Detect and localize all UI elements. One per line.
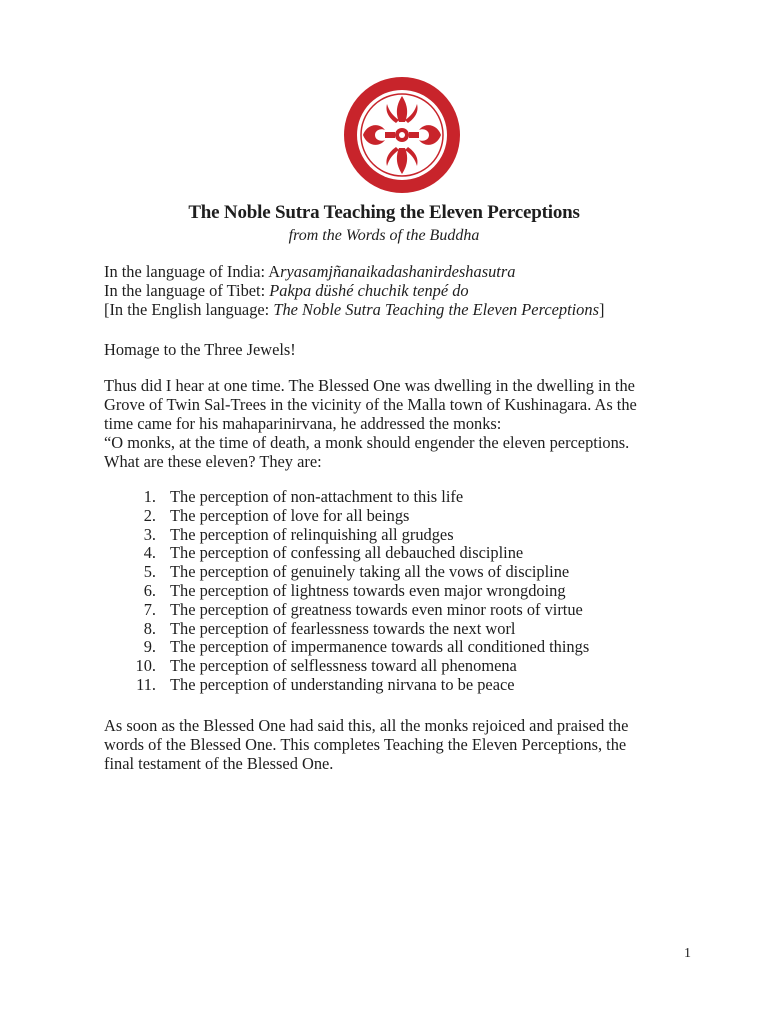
intro-line: Thus did I hear at one time. The Blessed One was dwelling in the dwelling in the xyxy=(104,376,635,395)
list-item: 1. The perception of non-attachment to this life xyxy=(143,487,464,506)
document-subtitle: from the Words of the Buddha xyxy=(288,227,480,244)
intro-line: “O monks, at the time of death, a monk should engender the eleven perceptions. xyxy=(104,433,630,452)
homage-line: Homage to the Three Jewels! xyxy=(104,340,296,359)
list-item: 7. The perception of greatness towards even minor roots of virtue xyxy=(143,599,583,619)
language-tibet: In the language of Tibet: Pakpa düshé chuchik tenpé do xyxy=(104,281,469,300)
intro-line: time came for his mahaparinirvana, he addressed the monks: xyxy=(104,414,502,433)
perceptions-list xyxy=(104,488,724,695)
intro-paragraph xyxy=(104,376,724,471)
language-english: [In the English language: The Noble Sutra Teaching the Eleven Perceptions] xyxy=(104,300,605,319)
page-number: 1 xyxy=(684,946,691,961)
list-item: 2. The perception of love for all beings xyxy=(143,505,410,525)
language-india: In the language of India: Aryasamjñanaikadashanirdeshasutra xyxy=(104,262,516,281)
list-item: 11. The perception of understanding nirvana to be peace xyxy=(136,674,515,694)
language-names xyxy=(104,262,724,319)
list-item: 9. The perception of impermanence towards all conditioned things xyxy=(143,637,590,657)
list-item: 4. The perception of confessing all debauched discipline xyxy=(143,543,524,563)
closing-line: words of the Blessed One. This completes Teaching the Eleven Perceptions, the xyxy=(104,735,627,754)
vajra-emblem-icon xyxy=(341,74,463,196)
list-item: 3. The perception of relinquishing all grudges xyxy=(143,524,454,544)
closing-paragraph xyxy=(104,716,724,773)
list-item: 6. The perception of lightness towards even major wrongdoing xyxy=(143,580,566,600)
closing-line: final testament of the Blessed One. xyxy=(104,754,334,773)
sanskrit-title: ryasamjñanaikadashanirdeshasutra xyxy=(280,262,516,281)
closing-line: As soon as the Blessed One had said this, all the monks rejoiced and praised the xyxy=(104,716,629,735)
tibetan-title: Pakpa düshé chuchik tenpé do xyxy=(269,281,469,300)
intro-line: What are these eleven? They are: xyxy=(104,452,322,471)
list-item: 5. The perception of genuinely taking all the vows of discipline xyxy=(143,562,570,582)
list-item: 8. The perception of fearlessness towards the next worl xyxy=(143,618,516,638)
intro-line: Grove of Twin Sal-Trees in the vicinity of the Malla town of Kushinagara. As the xyxy=(104,395,637,414)
list-item: 10. The perception of selflessness toward all phenomena xyxy=(135,656,517,676)
document-title: The Noble Sutra Teaching the Eleven Perceptions xyxy=(188,202,580,223)
english-title: The Noble Sutra Teaching the Eleven Perceptions xyxy=(273,300,599,319)
